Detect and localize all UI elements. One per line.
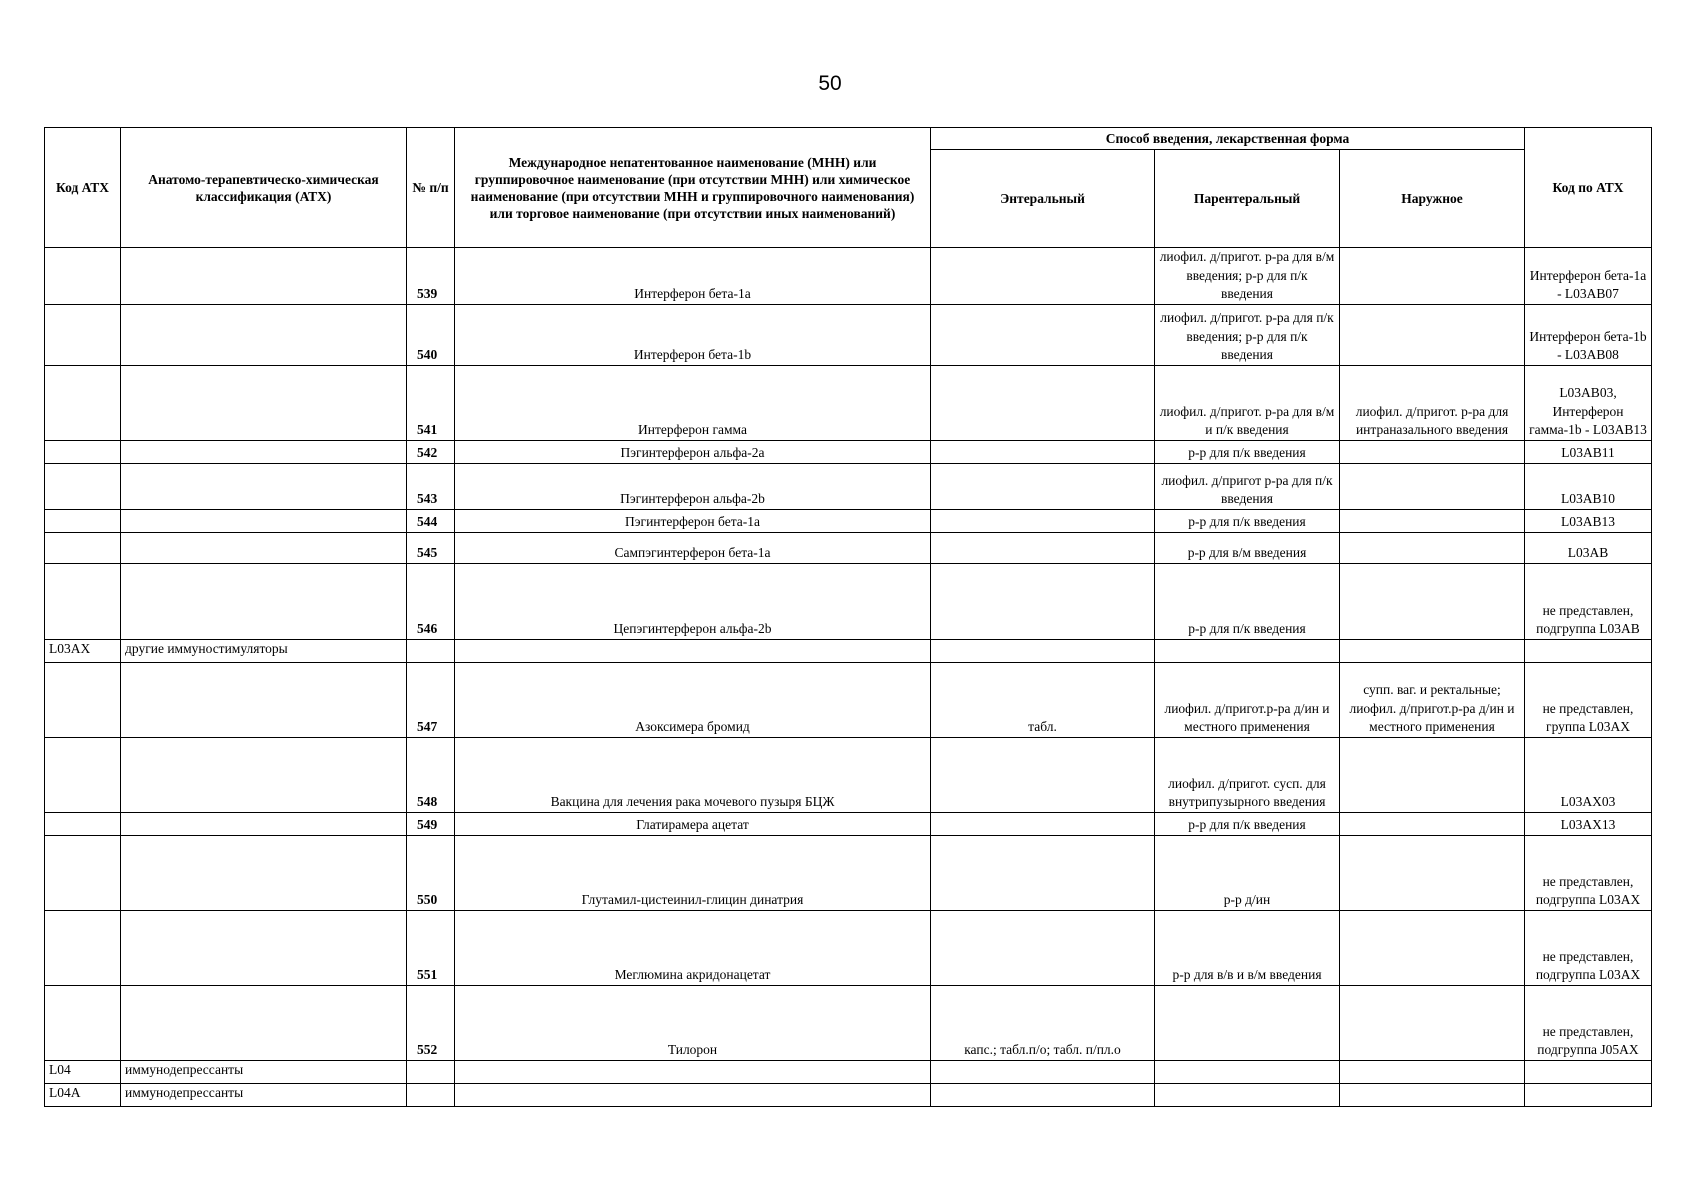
page-number: 50: [818, 72, 842, 95]
cell-classification: другие иммуностимуляторы: [121, 639, 407, 662]
table-row: [45, 812, 1652, 835]
table-row: [45, 985, 1652, 1060]
table-row: [45, 1060, 1652, 1083]
cell-parenteral: лиофил. д/пригот. р-ра для п/к введения; р-р для п/к введения: [1155, 304, 1340, 365]
header-external: Наружное: [1340, 150, 1525, 248]
cell-atc: L03AB13: [1525, 509, 1652, 532]
cell-external: [1340, 563, 1525, 639]
cell-atc: L03AX13: [1525, 812, 1652, 835]
cell-parenteral: [1155, 1060, 1340, 1083]
table-body: [45, 248, 1652, 1107]
cell-enteral: [931, 812, 1155, 835]
cell-external: [1340, 835, 1525, 910]
cell-classification: [121, 509, 407, 532]
table-row: [45, 737, 1652, 812]
cell-enteral: [931, 563, 1155, 639]
cell-parenteral: р-р для в/в и в/м введения: [1155, 910, 1340, 985]
header-code: Код АТХ: [45, 128, 121, 248]
cell-external: супп. ваг. и ректальные; лиофил. д/пригот.р-ра д/ин и местного применения: [1340, 662, 1525, 737]
cell-external: [1340, 248, 1525, 305]
cell-parenteral: лиофил. д/пригот. р-ра для в/м введения; р-р для п/к введения: [1155, 248, 1340, 305]
cell-name: Интерферон бета-1b: [455, 304, 931, 365]
cell-enteral: табл.: [931, 662, 1155, 737]
cell-parenteral: р-р д/ин: [1155, 835, 1340, 910]
cell-num: 550: [407, 835, 455, 910]
cell-atc: не представлен, группа L03AX: [1525, 662, 1652, 737]
table-row: [45, 440, 1652, 463]
cell-classification: [121, 737, 407, 812]
cell-code: L03AX: [45, 639, 121, 662]
cell-external: [1340, 737, 1525, 812]
cell-external: [1340, 910, 1525, 985]
cell-parenteral: р-р для в/м введения: [1155, 532, 1340, 563]
cell-parenteral: р-р для п/к введения: [1155, 812, 1340, 835]
cell-code: [45, 304, 121, 365]
cell-parenteral: лиофил. д/пригот. сусп. для внутрипузырного введения: [1155, 737, 1340, 812]
drug-table: [44, 127, 1652, 1107]
header-parenteral: Парентеральный: [1155, 150, 1340, 248]
cell-atc: L03AB03, Интерферон гамма-1b - L03AB13: [1525, 365, 1652, 440]
cell-external: [1340, 812, 1525, 835]
header-num: № п/п: [407, 128, 455, 248]
cell-code: [45, 532, 121, 563]
table-header: [45, 128, 1652, 248]
cell-atc: не представлен, подгруппа L03AX: [1525, 835, 1652, 910]
cell-atc: L03AB11: [1525, 440, 1652, 463]
cell-parenteral: лиофил. д/пригот р-ра для п/к введения: [1155, 463, 1340, 509]
table-row: [45, 365, 1652, 440]
cell-name: [455, 1060, 931, 1083]
header-enteral: Энтеральный: [931, 150, 1155, 248]
cell-code: [45, 248, 121, 305]
cell-num: 546: [407, 563, 455, 639]
cell-num: 541: [407, 365, 455, 440]
cell-enteral: [931, 639, 1155, 662]
cell-num: 548: [407, 737, 455, 812]
cell-atc: не представлен, подгруппа L03AX: [1525, 910, 1652, 985]
cell-name: Азоксимера бромид: [455, 662, 931, 737]
cell-parenteral: р-р для п/к введения: [1155, 563, 1340, 639]
header-classification: Анатомо-терапевтическо-химическая классификация (АТХ): [121, 128, 407, 248]
table-row: [45, 910, 1652, 985]
header-route-group: Способ введения, лекарственная форма: [931, 128, 1525, 150]
cell-enteral: [931, 910, 1155, 985]
cell-external: [1340, 1083, 1525, 1106]
cell-name: Меглюмина акридонацетат: [455, 910, 931, 985]
cell-enteral: [931, 532, 1155, 563]
cell-name: Интерферон бета-1а: [455, 248, 931, 305]
cell-code: [45, 365, 121, 440]
table-row: [45, 532, 1652, 563]
cell-enteral: [931, 1083, 1155, 1106]
cell-name: [455, 1083, 931, 1106]
cell-enteral: капс.; табл.п/о; табл. п/пл.о: [931, 985, 1155, 1060]
cell-name: Вакцина для лечения рака мочевого пузыря БЦЖ: [455, 737, 931, 812]
cell-atc: [1525, 1083, 1652, 1106]
cell-atc: не представлен, подгруппа J05AX: [1525, 985, 1652, 1060]
cell-name: Тилорон: [455, 985, 931, 1060]
cell-code: [45, 812, 121, 835]
cell-num: 542: [407, 440, 455, 463]
cell-atc: L03AB: [1525, 532, 1652, 563]
cell-enteral: [931, 440, 1155, 463]
cell-code: [45, 985, 121, 1060]
cell-enteral: [931, 248, 1155, 305]
cell-name: Цепэгинтерферон альфа-2b: [455, 563, 931, 639]
cell-atc: L03AX03: [1525, 737, 1652, 812]
cell-atc: Интерферон бета-1а - L03AB07: [1525, 248, 1652, 305]
cell-enteral: [931, 463, 1155, 509]
cell-classification: иммунодепрессанты: [121, 1060, 407, 1083]
cell-classification: [121, 563, 407, 639]
cell-name: Пэгинтерферон альфа-2b: [455, 463, 931, 509]
cell-classification: [121, 463, 407, 509]
cell-atc: [1525, 639, 1652, 662]
table-row: [45, 835, 1652, 910]
cell-code: [45, 463, 121, 509]
cell-classification: [121, 365, 407, 440]
table-row: [45, 304, 1652, 365]
cell-external: [1340, 532, 1525, 563]
table-row: [45, 662, 1652, 737]
cell-num: 552: [407, 985, 455, 1060]
cell-classification: [121, 910, 407, 985]
cell-external: [1340, 985, 1525, 1060]
table-row: [45, 248, 1652, 305]
cell-classification: [121, 532, 407, 563]
cell-num: 549: [407, 812, 455, 835]
cell-enteral: [931, 509, 1155, 532]
cell-external: [1340, 304, 1525, 365]
cell-classification: [121, 835, 407, 910]
cell-classification: [121, 985, 407, 1060]
cell-classification: [121, 812, 407, 835]
cell-parenteral: лиофил. д/пригот. р-ра для в/м и п/к введения: [1155, 365, 1340, 440]
cell-name: Сампэгинтерферон бета-1а: [455, 532, 931, 563]
cell-atc: Интерферон бета-1b - L03AB08: [1525, 304, 1652, 365]
cell-enteral: [931, 1060, 1155, 1083]
cell-code: L04A: [45, 1083, 121, 1106]
cell-enteral: [931, 365, 1155, 440]
cell-num: [407, 639, 455, 662]
cell-name: [455, 639, 931, 662]
header-atc: Код по АТХ: [1525, 128, 1652, 248]
cell-parenteral: р-р для п/к введения: [1155, 509, 1340, 532]
cell-name: Глатирамера ацетат: [455, 812, 931, 835]
cell-num: [407, 1060, 455, 1083]
cell-classification: [121, 248, 407, 305]
cell-num: 547: [407, 662, 455, 737]
cell-name: Интерферон гамма: [455, 365, 931, 440]
cell-num: 540: [407, 304, 455, 365]
cell-num: 551: [407, 910, 455, 985]
cell-enteral: [931, 835, 1155, 910]
cell-code: [45, 737, 121, 812]
cell-parenteral: [1155, 985, 1340, 1060]
cell-atc: L03AB10: [1525, 463, 1652, 509]
cell-code: [45, 662, 121, 737]
cell-num: 543: [407, 463, 455, 509]
table-row: [45, 463, 1652, 509]
cell-external: [1340, 1060, 1525, 1083]
table-row: [45, 563, 1652, 639]
header-name: Международное непатентованное наименование (МНН) или группировочное наименование (при отсутствии МНН) или химическое наименование (при отсутствии МНН и группировочного наименования) или торговое наименование (при отсутствии иных наименований): [455, 128, 931, 248]
cell-external: [1340, 440, 1525, 463]
cell-name: Пэгинтерферон бета-1а: [455, 509, 931, 532]
cell-code: [45, 563, 121, 639]
cell-parenteral: [1155, 1083, 1340, 1106]
cell-atc: [1525, 1060, 1652, 1083]
cell-external: лиофил. д/пригот. р-ра для интраназального введения: [1340, 365, 1525, 440]
cell-enteral: [931, 304, 1155, 365]
cell-external: [1340, 509, 1525, 532]
cell-name: Пэгинтерферон альфа-2а: [455, 440, 931, 463]
cell-classification: [121, 304, 407, 365]
cell-parenteral: лиофил. д/пригот.р-ра д/ин и местного применения: [1155, 662, 1340, 737]
cell-num: 539: [407, 248, 455, 305]
table-row: [45, 639, 1652, 662]
cell-external: [1340, 639, 1525, 662]
cell-code: [45, 835, 121, 910]
cell-code: [45, 440, 121, 463]
cell-classification: иммунодепрессанты: [121, 1083, 407, 1106]
cell-classification: [121, 440, 407, 463]
table-row: [45, 509, 1652, 532]
cell-num: 544: [407, 509, 455, 532]
cell-external: [1340, 463, 1525, 509]
cell-num: [407, 1083, 455, 1106]
cell-code: [45, 509, 121, 532]
cell-code: L04: [45, 1060, 121, 1083]
cell-atc: не представлен, подгруппа L03AB: [1525, 563, 1652, 639]
cell-enteral: [931, 737, 1155, 812]
cell-name: Глутамил-цистеинил-глицин динатрия: [455, 835, 931, 910]
table-row: [45, 1083, 1652, 1106]
cell-parenteral: р-р для п/к введения: [1155, 440, 1340, 463]
cell-code: [45, 910, 121, 985]
cell-classification: [121, 662, 407, 737]
cell-num: 545: [407, 532, 455, 563]
cell-parenteral: [1155, 639, 1340, 662]
